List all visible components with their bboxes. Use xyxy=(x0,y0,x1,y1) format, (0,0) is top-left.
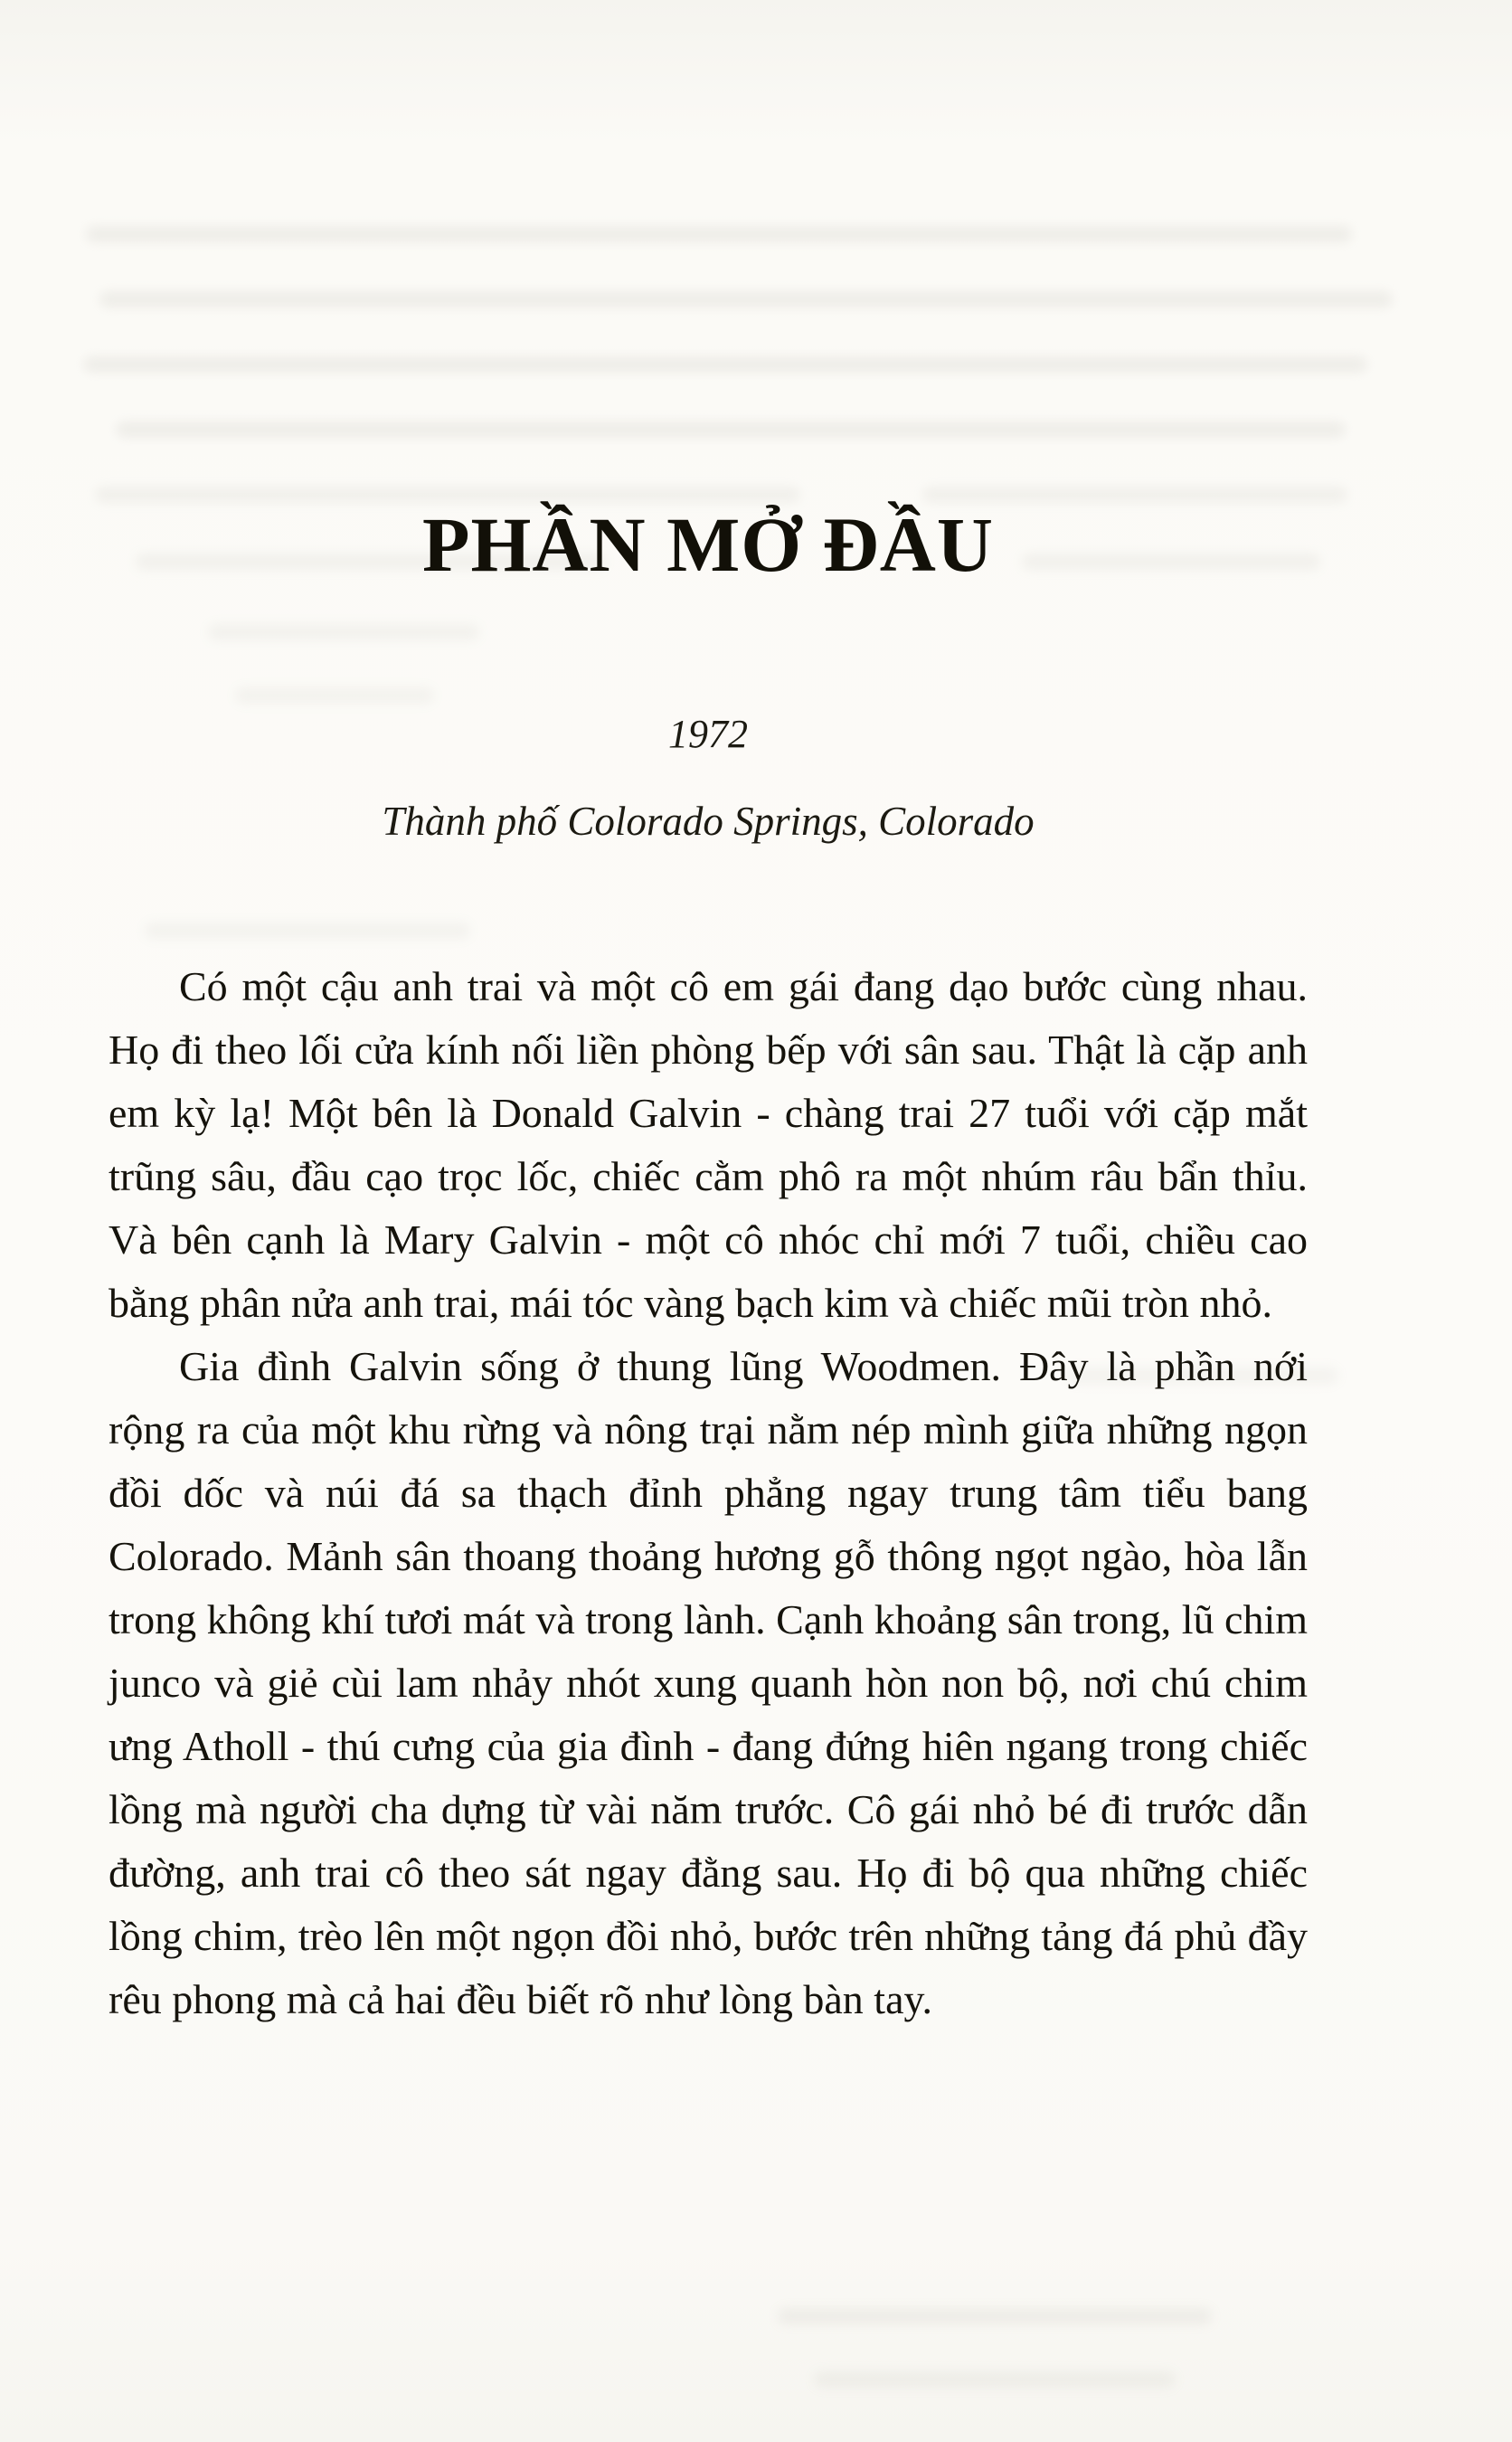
paragraph: Có một cậu anh trai và một cô em gái đang dạo bước cùng nhau. Họ đi theo lối cửa kính nối liền phòng bếp với sân sau. Thật là cặp anh em kỳ lạ! Một bên là Donald Galvin - chàng trai 27 tuổi với cặp mắt trũng sâu, đầu cạo trọc lốc, chiếc cằm phô ra một nhúm râu bẩn thỉu. Và bên cạnh là Mary Galvin - một cô nhóc chỉ mới 7 tuổi, chiều cao bằng phân nửa anh trai, mái tóc vàng bạch kim và chiếc mũi tròn nhỏ. xyxy=(109,963,1308,1326)
chapter-year: 1972 xyxy=(668,712,748,756)
body-paragraphs xyxy=(109,845,1308,2031)
paragraph: Gia đình Galvin sống ở thung lũng Woodmen. Đây là phần nới rộng ra của một khu rừng và nông trại nằm nép mình giữa những ngọn đồi dốc và núi đá sa thạch đỉnh phẳng ngay trung tâm tiểu bang Colorado. Mảnh sân thoang thoảng hương gỗ thông ngọt ngào, hòa lẫn trong không khí tươi mát và trong lành. Cạnh khoảng sân trong, lũ chim junco và giẻ cùi lam nhảy nhót xung quanh hòn non bộ, nơi chú chim ưng Atholl - thú cưng của gia đình - đang đứng hiên ngang trong chiếc lồng mà người cha dựng từ vài năm trước. Cô gái nhỏ bé đi trước dẫn đường, anh trai cô theo sát ngay đằng sau. Họ đi bộ qua những chiếc lồng chim, trèo lên một ngọn đồi nhỏ, bước trên những tảng đá phủ đầy rêu phong mà cả hai đều biết rõ như lòng bàn tay. xyxy=(109,1343,1308,2022)
showthrough-line xyxy=(778,2308,1212,2324)
chapter-location: Thành phố Colorado Springs, Colorado xyxy=(382,799,1035,844)
chapter-title: PHẦN MỞ ĐẦU xyxy=(421,501,995,588)
showthrough-line xyxy=(814,2371,1176,2388)
page-content xyxy=(109,0,1308,2031)
